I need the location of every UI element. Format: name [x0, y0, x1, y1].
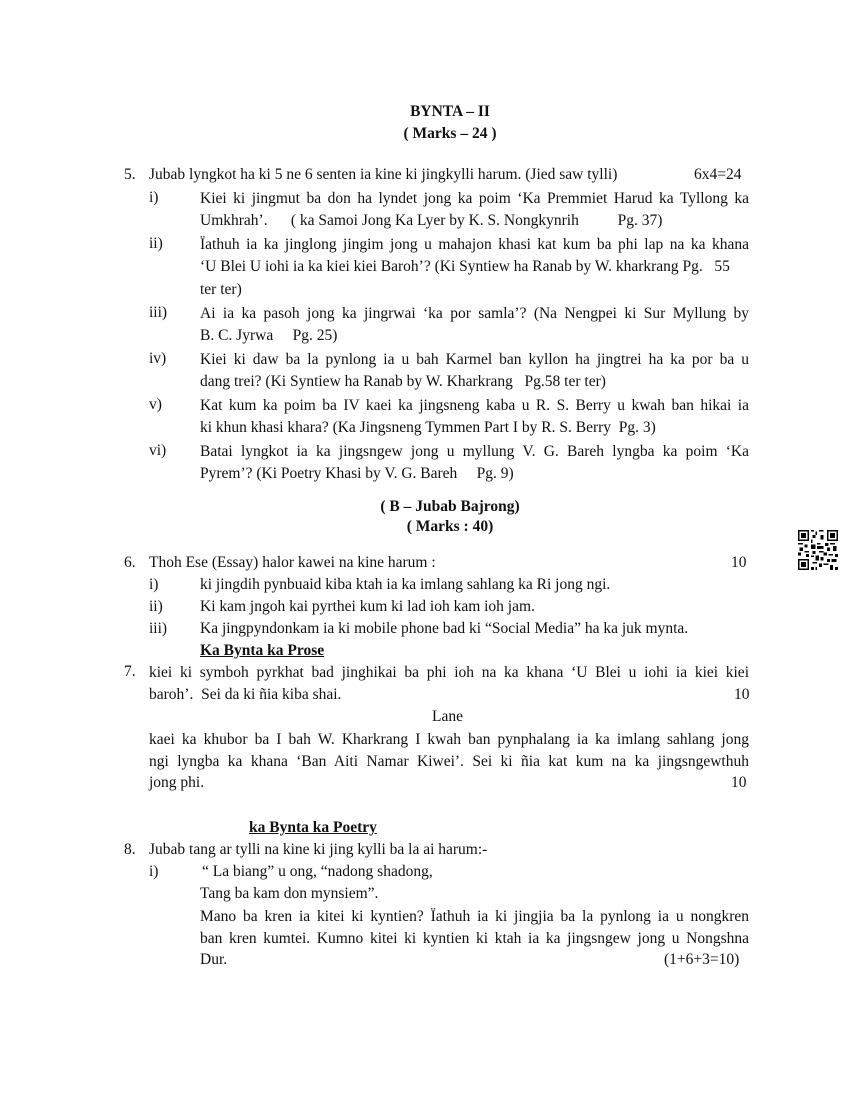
item-line: B. C. Jyrwa Pg. 25)	[200, 327, 338, 344]
item-line: ki jingdih pynbuaid kiba ktah ia ka imlang sahlang ka Ri jong ngi.	[200, 576, 611, 593]
or-label: Lane	[432, 708, 463, 725]
poem-quote-line: Tang ba kam don mynsiem”.	[200, 885, 379, 902]
question-number: 7.	[124, 663, 136, 680]
question-line: kaei ka khubor ba I bah W. Kharkrang I kwah ban pynphalang ia ka imlang sahlang jong	[149, 731, 749, 748]
item-line: ter ter)	[200, 281, 242, 298]
item-line: dang trei? (Ki Syntiew ha Ranab by W. Kharkrang Pg.58 ter ter)	[200, 373, 606, 390]
question-marks: 10	[734, 686, 750, 703]
question-number: 8.	[124, 841, 136, 858]
section-marks: ( Marks – 24 )	[403, 125, 497, 142]
question-text: Jubab lyngkot ha ki 5 ne 6 senten ia kine ki jingkylli harum. (Jied saw tylli)	[149, 166, 618, 183]
item-line: Kiei ki daw ba la pynlong ia u bah Karmel ban kyllon ha jingtrei ha ka por ba u	[200, 351, 749, 368]
item-number: i)	[149, 189, 159, 206]
section-marks: ( Marks : 40)	[406, 518, 494, 535]
question-text: Jubab tang ar tylli na kine ki jing kylli ba la ai harum:-	[149, 841, 488, 858]
section-title: BYNTA – II	[410, 103, 490, 120]
item-number: iii)	[149, 620, 168, 637]
item-number: i)	[149, 576, 159, 593]
item-number: iii)	[149, 304, 168, 321]
question-line: ngi lyngba ka khana ‘Ban Aiti Namar Kiwei’. Sei ki ñia kat kum na ka jingsngewthuh	[149, 753, 749, 770]
question-number: 6.	[124, 554, 136, 571]
item-line: Ïathuh ia ka jinglong jingim jong u mahajon khasi kat kum ba phi lap na ka khana	[200, 236, 749, 253]
item-line: Pyrem’? (Ki Poetry Khasi by V. G. Bareh Pg. 9)	[200, 465, 514, 482]
item-line: Ai ia ka pasoh jong ka jingrwai ‘ka por samla’? (Na Nengpei ki Sur Myllung by	[200, 305, 749, 322]
question-line: baroh’. Sei da ki ñia kiba shai.	[149, 686, 342, 703]
item-line: Umkhrah’. ( ka Samoi Jong Ka Lyer by K. S. Nongkynrih Pg. 37)	[200, 212, 663, 229]
prose-heading: Ka Bynta ka Prose	[200, 642, 325, 659]
item-line: Ki kam jngoh kai pyrthei kum ki lad ioh kam ioh jam.	[200, 598, 535, 615]
question-marks: (1+6+3=10)	[664, 951, 740, 968]
question-line: kiei ki symboh pyrkhat bad jinghikai ba phi ioh na ka khana ‘U Blei u iohi ia kiei kiei	[149, 664, 749, 681]
item-line: ki khun khasi khara? (Ka Jingsneng Tymmen Part I by R. S. Berry Pg. 3)	[200, 419, 656, 436]
item-number: v)	[149, 396, 162, 413]
poem-quote-line: “ La biang” u ong, “nadong shadong,	[202, 863, 433, 880]
question-text: Thoh Ese (Essay) halor kawei na kine harum :	[149, 554, 436, 571]
item-line: Kiei ki jingmut ba don ha lyndet jong ka poim ‘Ka Premmiet Harud ka Tyllong ka	[200, 190, 749, 207]
question-number: 5.	[124, 166, 136, 183]
item-line: ‘U Blei U iohi ia ka kiei kiei Baroh’? (Ki Syntiew ha Ranab by W. kharkrang Pg. 55	[200, 258, 730, 275]
item-number: vi)	[149, 442, 167, 459]
item-line: Kat kum ka poim ba IV kaei ka jingsneng kaba u R. S. Berry u kwah ban hikai ia	[200, 397, 749, 414]
item-line: Batai lyngkot ia ka jingsngew jong u myllung V. G. Bareh lyngba ka poim ‘Ka	[200, 443, 749, 460]
question-line: ban kren kumtei. Kumno kitei ki kyntien ki ktah ia ka jingsngew jong u Nongshna	[200, 930, 749, 947]
item-number: ii)	[149, 235, 163, 252]
qr-code-icon	[798, 530, 838, 570]
item-number: i)	[149, 863, 159, 880]
section-title: ( B – Jubab Bajrong)	[380, 498, 520, 515]
question-marks: 10	[731, 774, 747, 791]
question-marks: 10	[731, 554, 747, 571]
item-line: Ka jingpyndonkam ia ki mobile phone bad ki “Social Media” ha ka juk mynta.	[200, 620, 689, 637]
question-marks: 6x4=24	[694, 166, 742, 183]
question-line: Mano ba kren ia kitei ki kyntien? Ïathuh ia ki jingjia ba la pynlong ia u nongkren	[200, 908, 749, 925]
question-line: Dur.	[200, 951, 228, 968]
item-number: iv)	[149, 350, 167, 367]
question-line: jong phi.	[149, 774, 205, 791]
poetry-heading: ka Bynta ka Poetry	[249, 819, 377, 836]
item-number: ii)	[149, 598, 163, 615]
